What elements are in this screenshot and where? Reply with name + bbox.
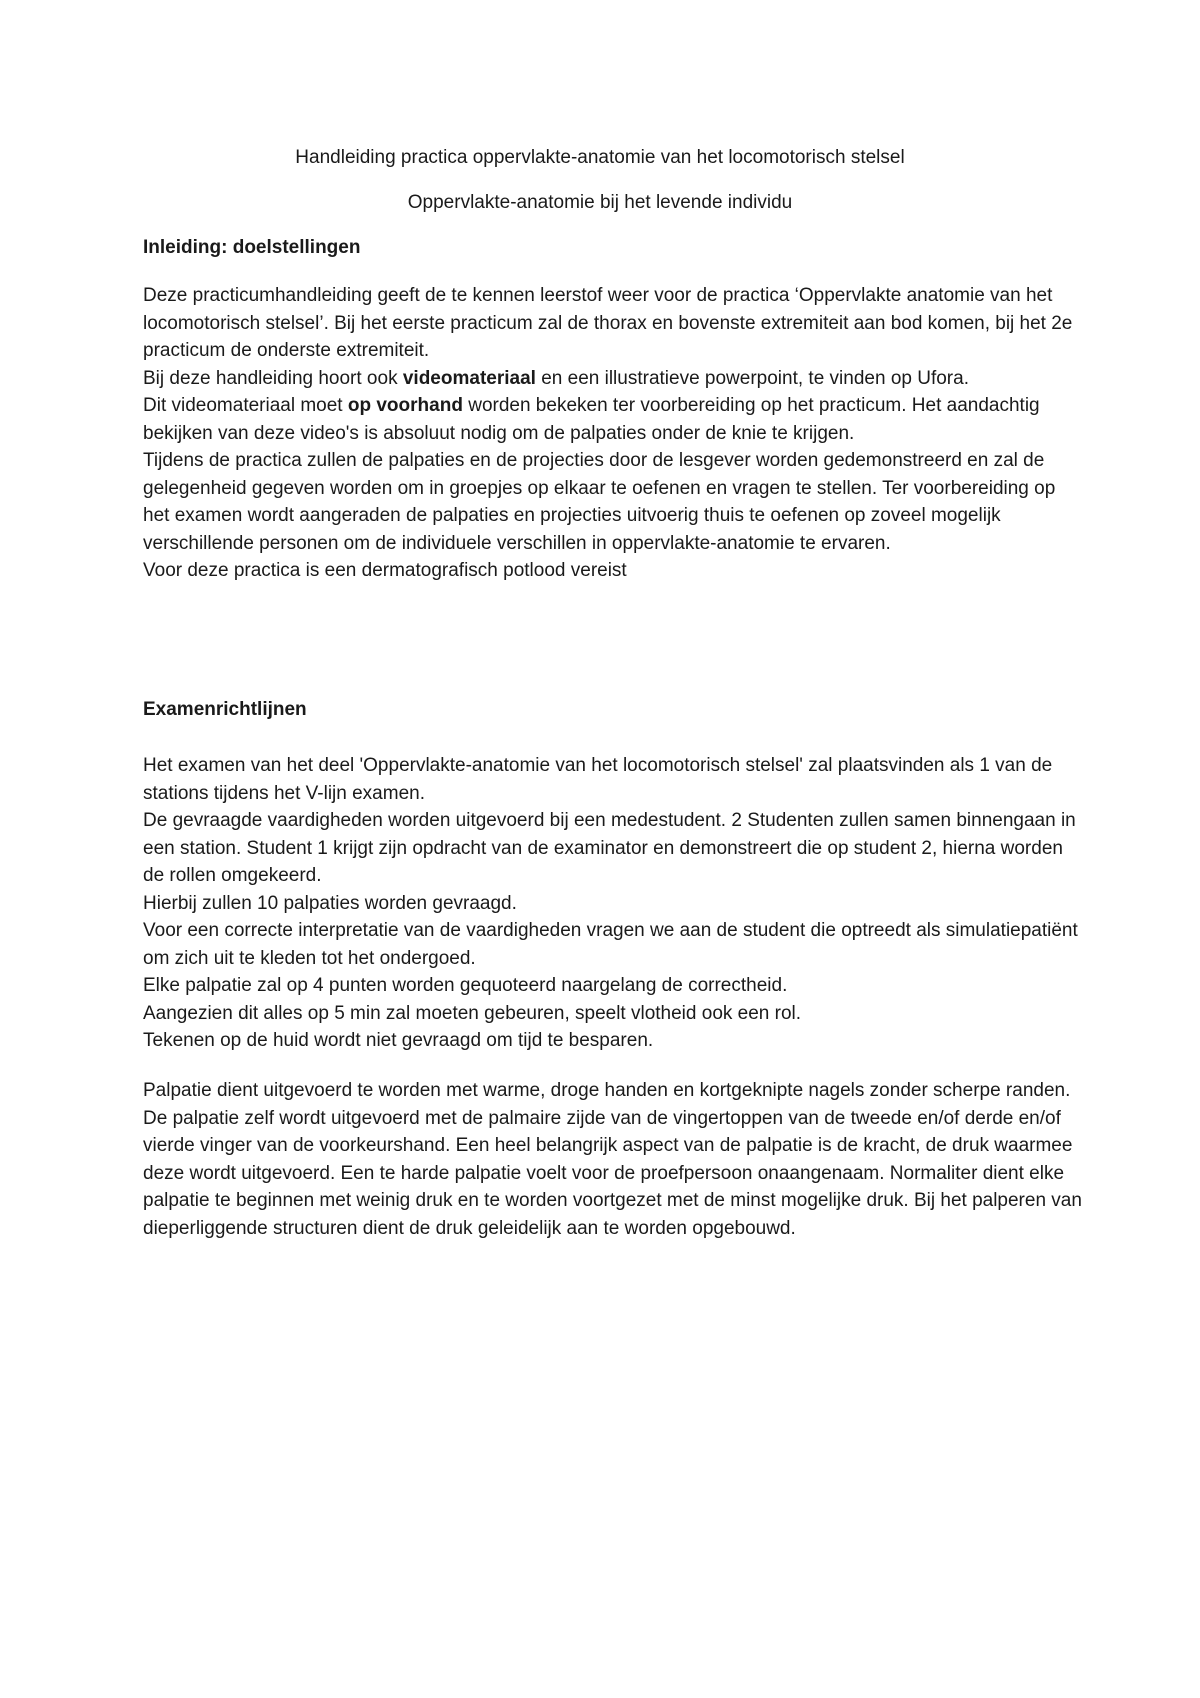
paragraph-text: worden bekeken ter voorbereiding op het practicum. Het aandachtig bekijken van deze video's is absoluut nodig om de palpaties onder de knie te krijgen. [143,395,1040,444]
paragraph: Tijdens de practica zullen de palpaties en de projecties door de lesgever worden gedemonstreerd en zal de gelegenheid gegeven worden om in groepjes op elkaar te oefenen en vragen te stellen. Ter voorbereiding op het examen wordt aangeraden de palpaties en projecties uitvoerig thuis te oefenen op zoveel mogelijk verschillende personen om de individuele verschillen in oppervlakte-anatomie te ervaren. [143,450,1056,554]
paragraph: Deze practicumhandleiding geeft de te kennen leerstof weer voor de practica ‘Oppervlakte anatomie van het locomotorisch stelsel’. Bij het eerste practicum zal de thorax en bovenste extremiteit aan bod komen, bij het 2e practicum de onderste extremiteit. [143,285,1073,361]
paragraph: Voor een correcte interpretatie van de vaardigheden vragen we aan de student die optreedt als simulatiepatiënt om zich uit te kleden tot het ondergoed. [143,920,1078,969]
section-heading-inleiding: Inleiding: doelstellingen [143,237,361,258]
paragraph-text: en een illustratieve powerpoint, te vinden op Ufora. [535,367,969,389]
paragraph [143,365,1083,393]
paragraph: De gevraagde vaardigheden worden uitgevoerd bij een medestudent. 2 Studenten zullen samen binnengaan in een station. Student 1 krijgt zijn opdracht van de examinator en demonstreert die op student 2, hierna worden de rollen omgekeerd. [143,810,1076,886]
document-subtitle: Oppervlakte-anatomie bij het levende individu [407,192,793,213]
paragraph: Voor deze practica is een dermatografisch potlood vereist [143,560,627,581]
paragraph: Hierbij zullen 10 palpaties worden gevraagd. [143,892,517,914]
paragraph: Aangezien dit alles op 5 min zal moeten gebeuren, speelt vlotheid ook een rol. [143,1002,802,1024]
paragraph: Elke palpatie zal op 4 punten worden gequoteerd naargelang de correctheid. [143,975,788,996]
section-body-inleiding [143,282,1083,585]
paragraph: Palpatie dient uitgevoerd te worden met warme, droge handen en kortgeknipte nagels zonder scherpe randen. De palpatie zelf wordt uitgevoerd met de palmaire zijde van de vingertoppen van de tweede en/of derde en/of vierde vinger van de voorkeurshand. Een heel belangrijk aspect van de palpatie is de kracht, de druk waarmee deze wordt uitgevoerd. Een te harde palpatie voelt voor de proefpersoon onaangenaam. Normaliter dient elke palpatie te beginnen met weinig druk en te worden voortgezet met de minst mogelijke druk. Bij het palperen van dieperliggende structuren dient de druk geleidelijk aan te worden opgebouwd. [143,1080,1082,1239]
section-heading-examenrichtlijnen: Examenrichtlijnen [143,699,307,720]
paragraph: Het examen van het deel 'Oppervlakte-anatomie van het locomotorisch stelsel' zal plaatsvinden als 1 van de stations tijdens het V-lijn examen. [143,755,1053,804]
paragraph: Tekenen op de huid wordt niet gevraagd om tijd te besparen. [143,1030,654,1051]
document-title: Handleiding practica oppervlakte-anatomie van het locomotorisch stelsel [295,147,905,168]
emphasis-text: op voorhand [347,395,463,416]
paragraph-text: Dit videomateriaal moet [143,395,348,416]
section-body-examenrichtlijnen [143,752,1083,1055]
section-body-palpatie [143,1077,1083,1242]
paragraph-text: Bij deze handleiding hoort ook [143,367,403,389]
emphasis-text: videomateriaal [402,367,536,389]
paragraph [143,392,1083,447]
